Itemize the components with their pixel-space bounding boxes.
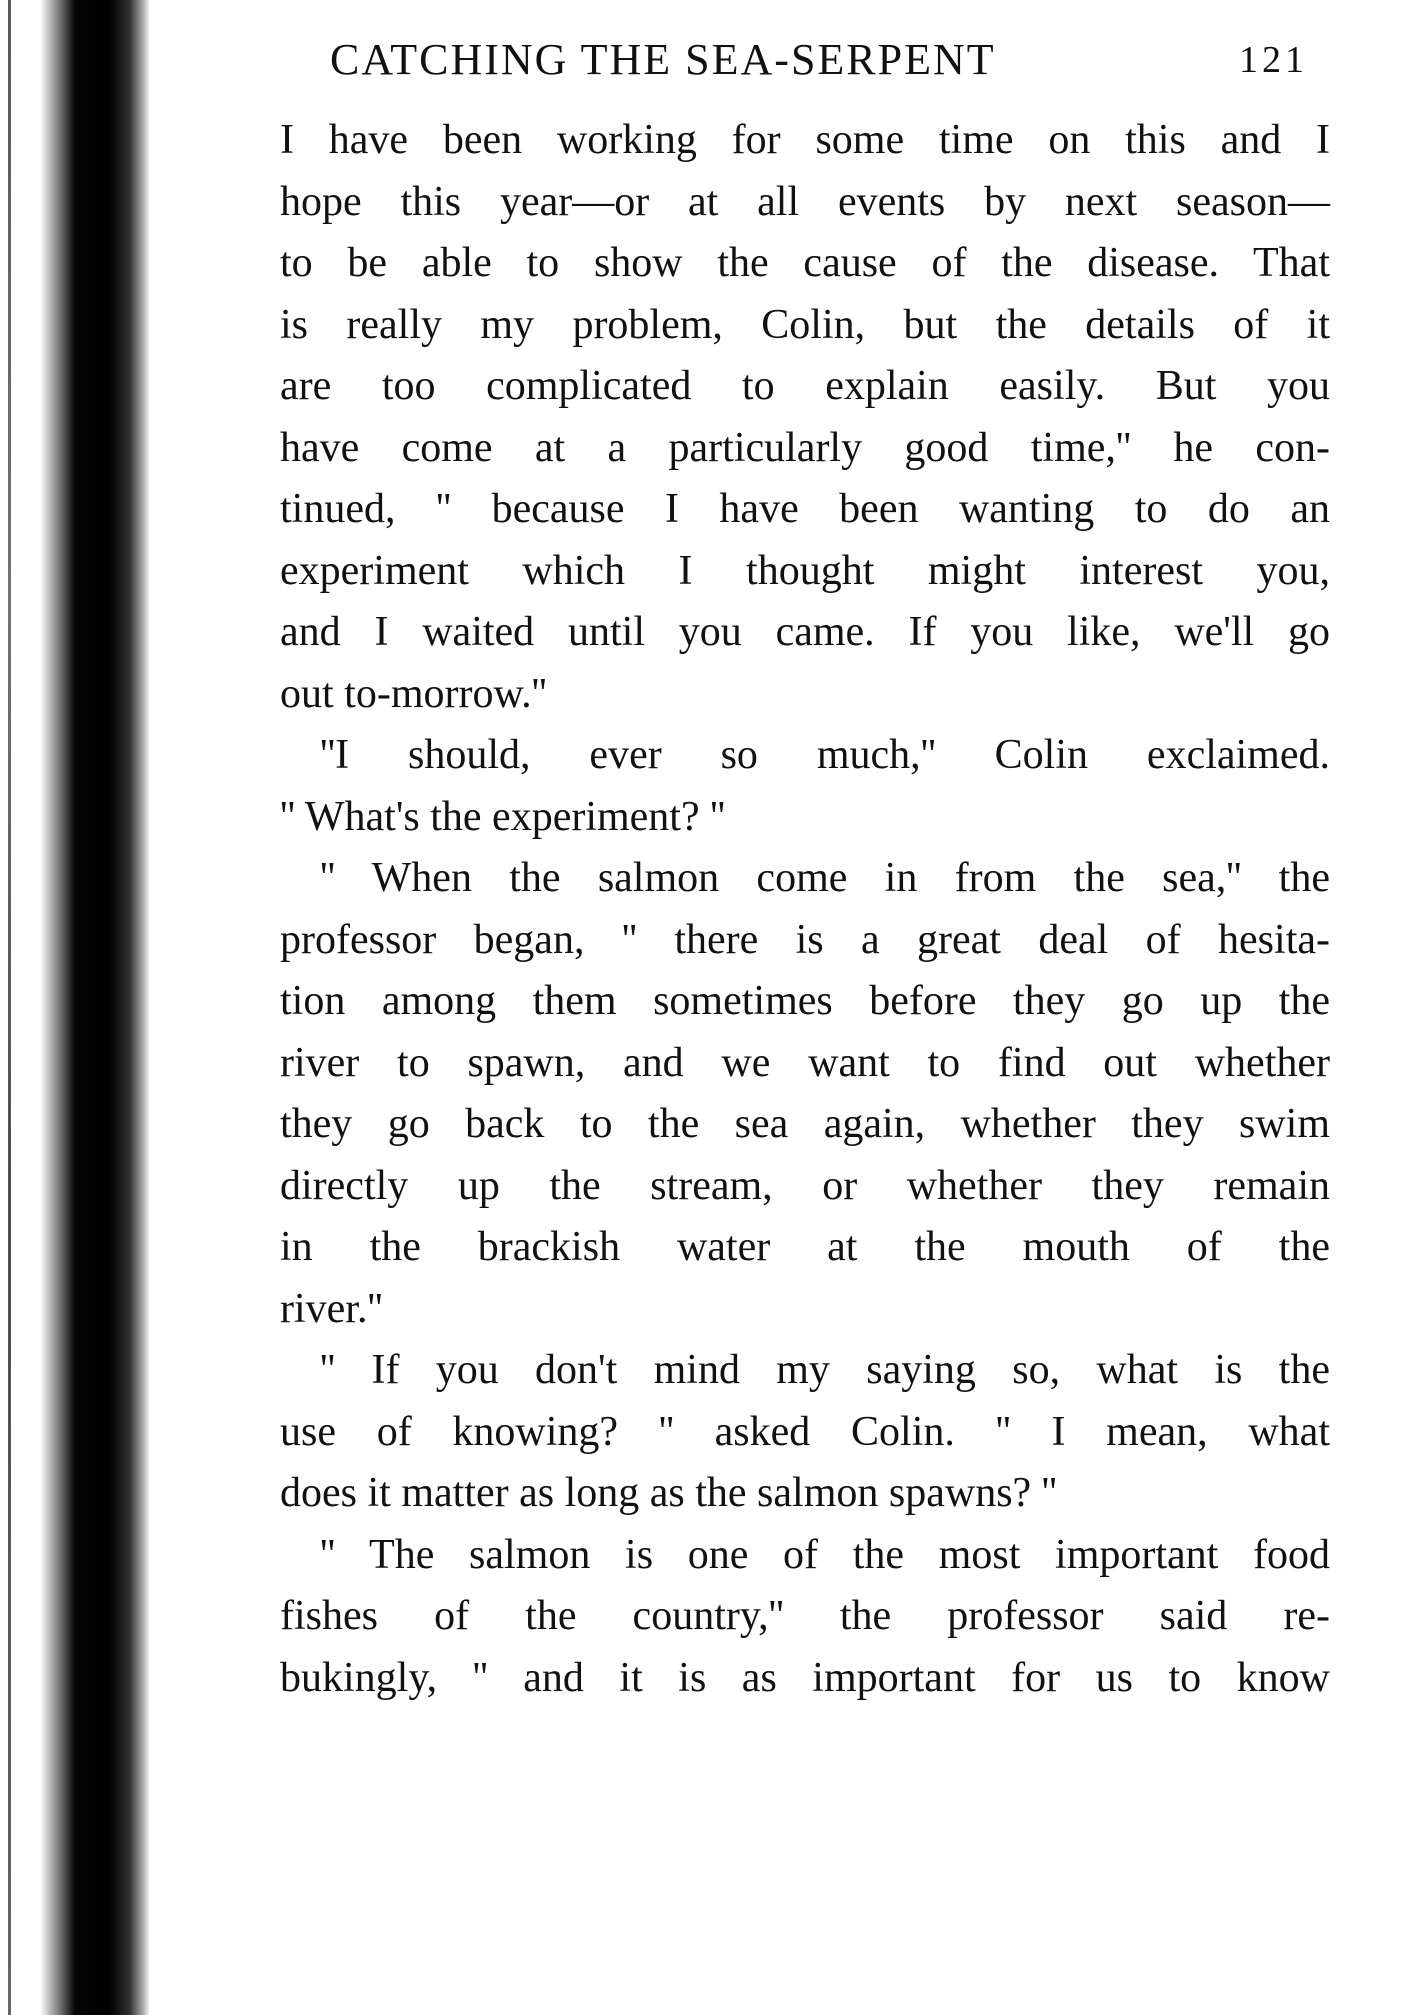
text-line: have come at a particularly good time,'' he con- bbox=[280, 424, 1330, 471]
body-text bbox=[280, 110, 1330, 1709]
text-line: they go back to the sea again, whether they swim bbox=[280, 1101, 1330, 1147]
text-line: river.'' bbox=[280, 1285, 383, 1332]
text-line: tion among them sometimes before they go up the bbox=[280, 978, 1330, 1024]
text-line: ''I should, ever so much,'' Colin exclaimed. bbox=[320, 732, 1330, 778]
binding-gutter-shadow bbox=[40, 0, 150, 2015]
text-line: to be able to show the cause of the disease. That bbox=[280, 240, 1330, 286]
text-line: use of knowing? '' asked Colin. '' I mean, what bbox=[280, 1408, 1330, 1455]
text-line: I have been working for some time on this and I bbox=[280, 117, 1330, 163]
text-line: is really my problem, Colin, but the details of it bbox=[280, 301, 1330, 348]
text-line: and I waited until you came. If you like, we'll go bbox=[280, 609, 1330, 655]
text-line: '' What's the experiment? '' bbox=[280, 793, 726, 840]
text-line: does it matter as long as the salmon spawns? '' bbox=[280, 1470, 1057, 1516]
text-line: '' The salmon is one of the most important food bbox=[320, 1531, 1330, 1578]
text-line: bukingly, '' and it is as important for us to know bbox=[280, 1654, 1330, 1701]
page-number: 121 bbox=[1239, 39, 1308, 81]
text-line: out to-morrow.'' bbox=[280, 670, 547, 717]
book-page bbox=[280, 20, 1330, 1709]
text-line: directly up the stream, or whether they remain bbox=[280, 1162, 1330, 1209]
running-head bbox=[280, 20, 1330, 110]
text-line: river to spawn, and we want to find out whether bbox=[280, 1039, 1330, 1086]
text-line: professor began, '' there is a great deal of hesita- bbox=[280, 916, 1330, 963]
text-line: '' If you don't mind my saying so, what is the bbox=[320, 1347, 1330, 1393]
text-line: '' When the salmon come in from the sea,'' the bbox=[320, 855, 1330, 901]
running-title: CATCHING THE SEA-SERPENT bbox=[330, 35, 996, 84]
text-line: hope this year—or at all events by next season— bbox=[280, 178, 1330, 225]
text-line: experiment which I thought might interest you, bbox=[280, 547, 1330, 594]
text-line: tinued, '' because I have been wanting to do an bbox=[280, 486, 1330, 532]
binding-edge-line bbox=[8, 0, 11, 2015]
text-line: in the brackish water at the mouth of the bbox=[280, 1224, 1330, 1270]
text-line: fishes of the country,'' the professor said re- bbox=[280, 1593, 1330, 1639]
text-line: are too complicated to explain easily. But you bbox=[280, 363, 1330, 409]
